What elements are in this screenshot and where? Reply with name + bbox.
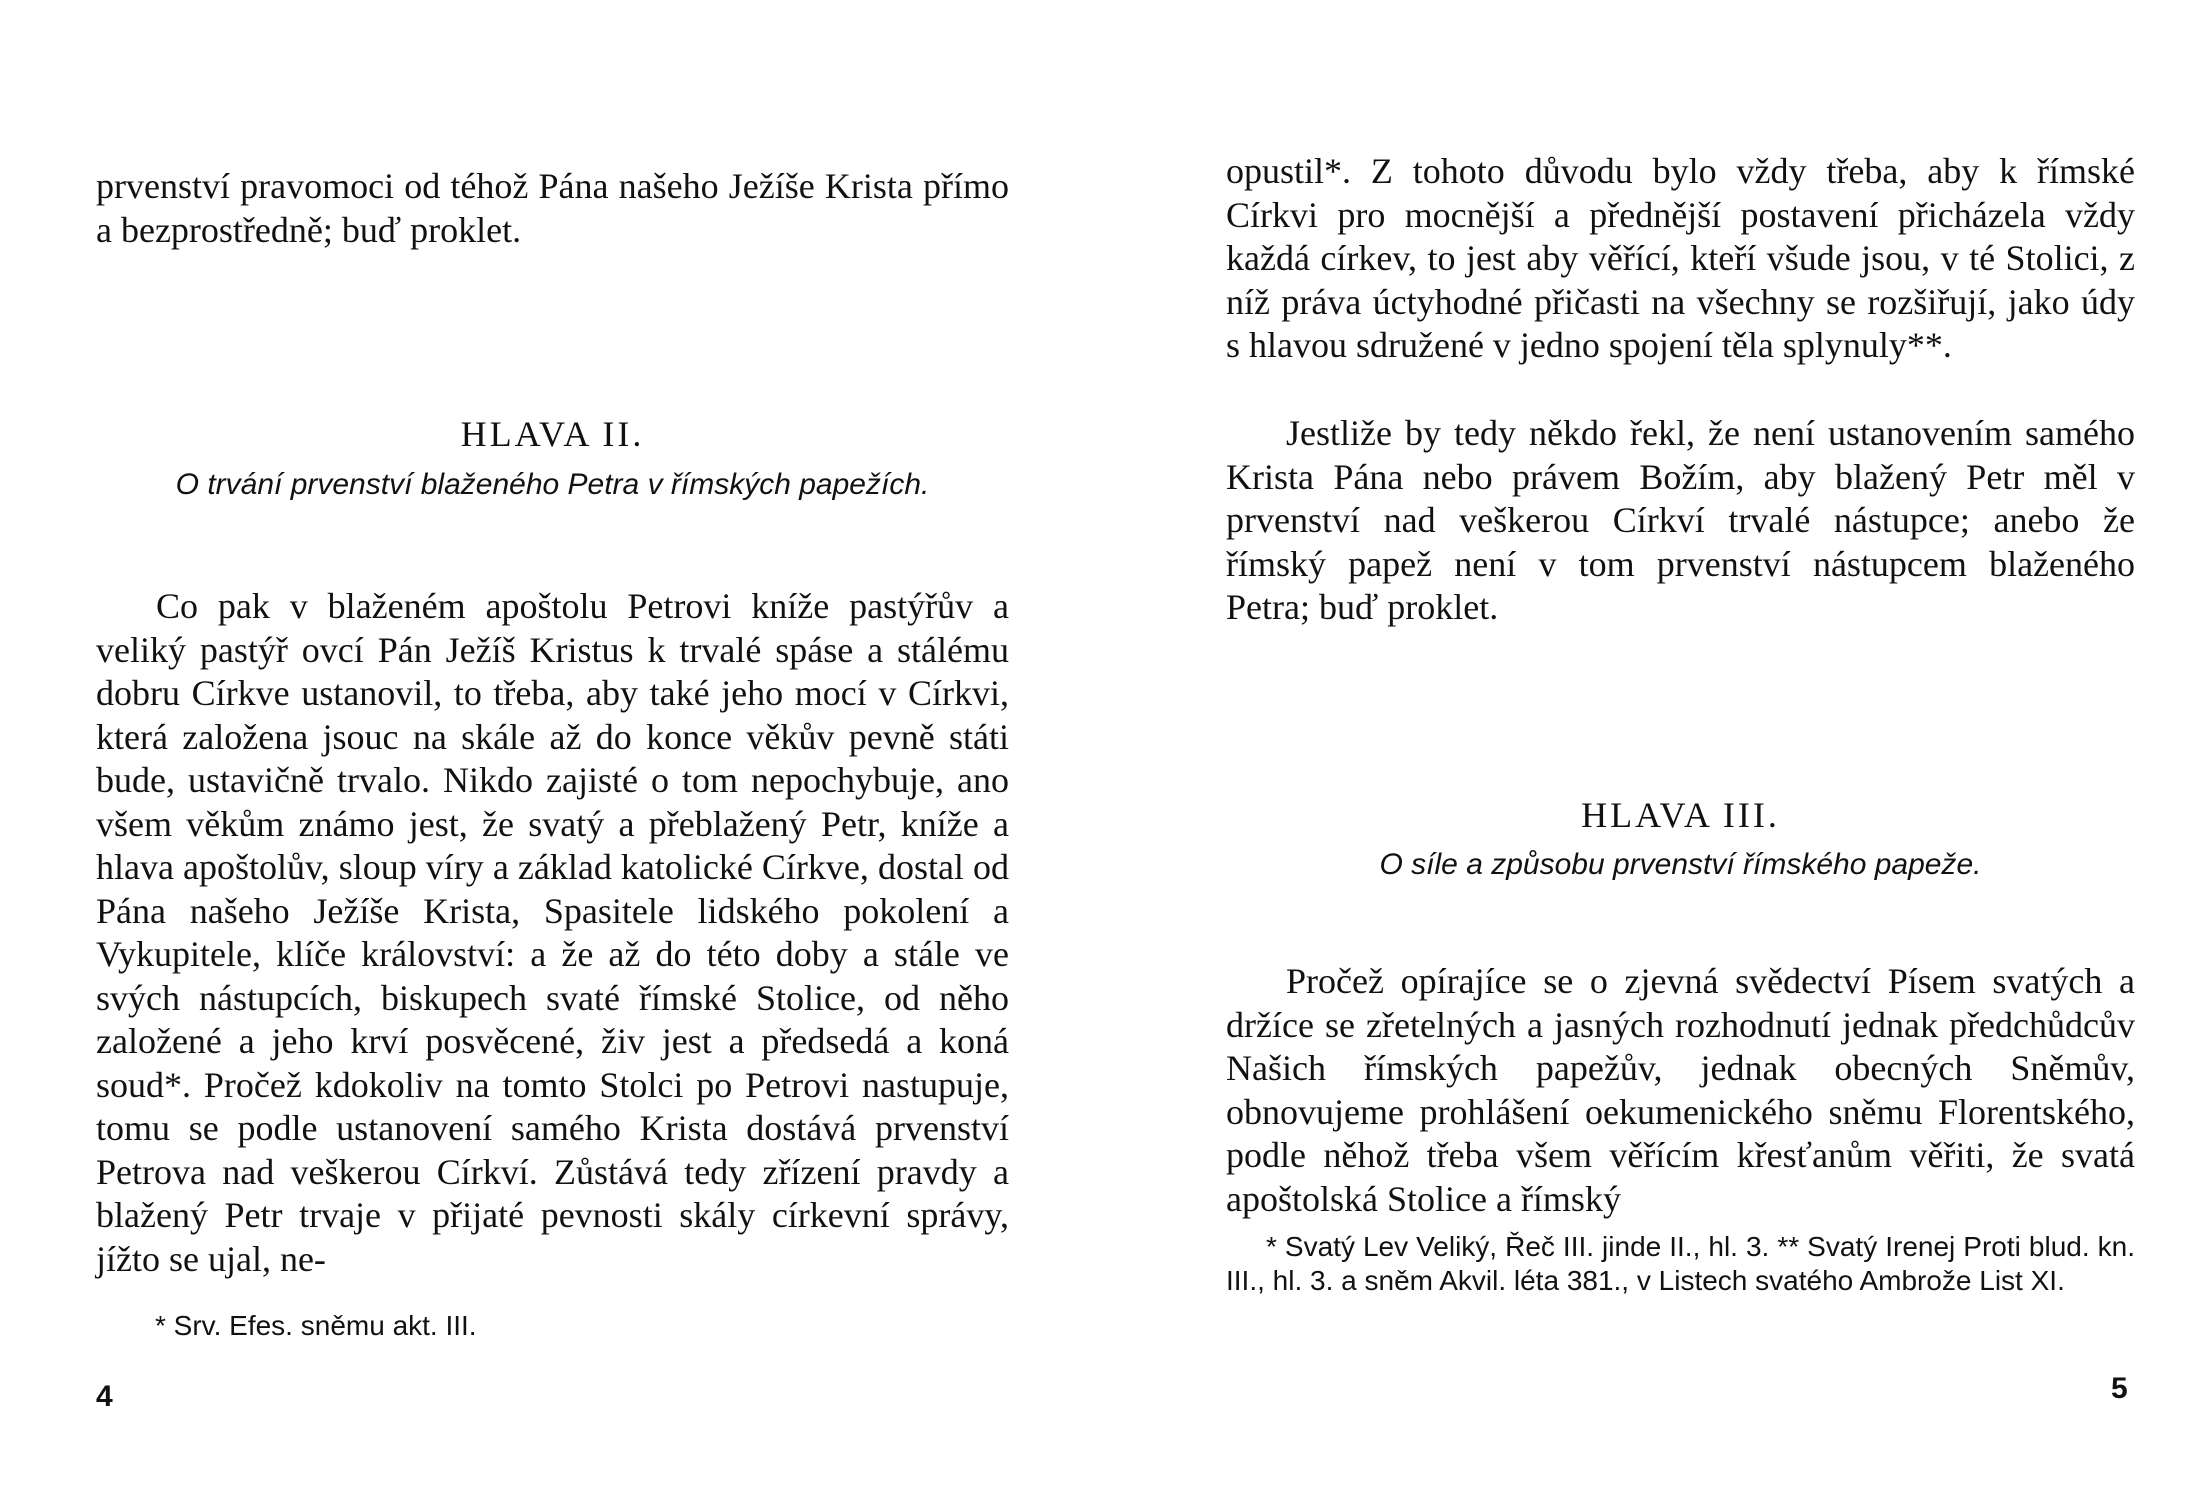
page-number-right: 5 — [2111, 1372, 2128, 1405]
page-number-left: 4 — [96, 1380, 113, 1413]
left-intro-paragraph: prvenství pravomoci od téhož Pána našeho Ježíše Krista přímo a bezprostředně; buď proklet. — [96, 166, 1009, 250]
right-body-paragraph: Pročež opírajíce se o zjevná svědectví Písem svatých a držíce se zřetelných a jasných rozhodnutí jednak předchůdcův Našich římských papežův, jednak obecných Sněmův, obnovujeme prohlášení oekumenického sněmu Florentského, podle něhož třeba všem věřícím křesťanům věřiti, že svatá apoštolská Stolice a římský — [1226, 961, 2135, 1219]
right-canon-paragraph: Jestliže by tedy někdo řekl, že není ustanovením samého Krista Pána nebo právem Božím, aby blažený Petr měl v prvenství nad veškerou Církví trvalé nástupce; anebo že římský papež není v tom prvenství nástupcem blaženého Petra; buď proklet. — [1226, 413, 2135, 627]
right-page — [1106, 0, 2212, 1500]
right-footnote: * Svatý Lev Veliký, Řeč III. jinde II., hl. 3. ** Svatý Irenej Proti blud. kn. III., hl. 3. a sněm Akvil. léta 381., v Listech svatého Ambrože List XI. — [1226, 1231, 2135, 1296]
right-continued-paragraph: opustil*. Z tohoto důvodu bylo vždy třeba, aby k římské Církvi pro mocnější a přednější postavení přicházela vždy každá církev, to jest aby věřící, kteří všude jsou, v té Stolici, z níž práva úctyhodné přičasti na všechny se rozšiřují, jako údy s hlavou sdružené v jedno spojení těla splynuly**. — [1226, 151, 2135, 365]
chapter-3-subtitle: O síle a způsobu prvenství římského papeže. — [1379, 848, 1982, 881]
chapter-2-title: HLAVA II. — [460, 414, 645, 454]
chapter-3-title: HLAVA III. — [1581, 795, 1780, 835]
chapter-2-subtitle: O trvání prvenství blaženého Petra v římských papežích. — [175, 468, 930, 501]
left-body-paragraph: Co pak v blaženém apoštolu Petrovi kníže pastýřův a veliký pastýř ovcí Pán Ježíš Kristus k trvalé spáse a stálému dobru Církve ustanovil, to třeba, aby také jeho mocí v Církvi, která založena jsouc na skále až do konce věkův pevně státi bude, ustavičně trvalo. Nikdo zajisté o tom nepochybuje, ano všem věkům známo jest, že svatý a přeblažený Petr, kníže a hlava apoštolův, sloup víry a základ katolické Církve, dostal od Pána našeho Ježíše Krista, Spasitele lidského pokolení a Vykupitele, klíče království: a že až do této doby a stále ve svých nástupcích, biskupech svaté římské Stolice, od něho založené a jeho krví posvěcené, živ jest a předsedá a koná soud*. Pročež kdokoliv na tomto Stolci po Petrovi nastupuje, tomu se podle ustanovení samého Krista dostává prvenství Petrova nad veškerou Církví. Zůstává tedy zřízení pravdy a blažený Petr trvaje v přijaté pevnosti skály církevní správy, jížto se ujal, ne- — [96, 586, 1009, 1279]
left-footnote: * Srv. Efes. sněmu akt. III. — [155, 1310, 477, 1341]
